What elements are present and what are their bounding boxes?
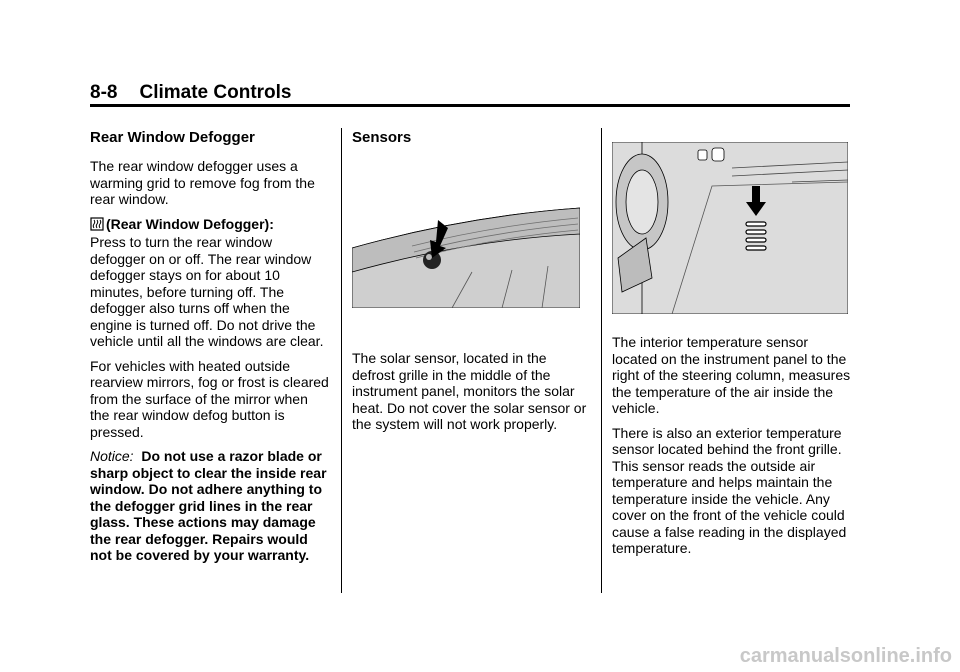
- watermark: carmanualsonline.info: [739, 645, 952, 667]
- column-rear-defogger: [90, 128, 330, 572]
- exterior-sensor-text: There is also an exterior temperature sensor located behind the front grille. This sensor reads the outside air temperature and helps maintain the temperature inside the vehicle. Any cover on the front of the vehicle could cause a false reading in the displayed temperature.: [612, 424, 847, 556]
- column-divider-2: [601, 128, 602, 593]
- defogger-button-text: Press to turn the rear window defogger on or off. The rear window defogger stays on for about 10 minutes, before turning off. The defogger also turns off when the engine is turned off. Do not drive the vehicle until all the windows are clear.: [90, 234, 324, 349]
- column-divider-1: [341, 128, 342, 593]
- page-header: [90, 80, 850, 106]
- solar-sensor-text: The solar sensor, located in the defrost grille in the middle of the instrument panel, monitors the solar heat. Do not cover the solar sensor or the system will not work properly.: [352, 350, 587, 432]
- sensors-heading: Sensors: [352, 129, 412, 146]
- interior-sensor-text: The interior temperature sensor located on the instrument panel to the right of the steering column, measures the temperature of the air inside the vehicle.: [612, 334, 851, 416]
- column-interior-sensor: [612, 128, 852, 565]
- rear-defog-icon: [90, 217, 104, 235]
- section-title: Climate Controls: [139, 82, 292, 103]
- solar-sensor-illustration: [352, 168, 580, 308]
- header-rule: [90, 104, 850, 107]
- notice-label: Notice:: [90, 448, 134, 464]
- rear-defogger-intro: The rear window defogger uses a warming grid to remove fog from the rear window.: [90, 158, 315, 207]
- defogger-button-paragraph: [90, 216, 330, 350]
- page-number: 8-8: [90, 82, 118, 103]
- heated-mirrors-text: For vehicles with heated outside rearview mirrors, fog or frost is cleared from the surface of the mirror when the rear window defog button is pressed.: [90, 357, 329, 440]
- interior-sensor-illustration: [612, 142, 848, 314]
- rear-defogger-heading: Rear Window Defogger: [90, 129, 255, 146]
- notice-paragraph: [90, 448, 330, 564]
- notice-text: Do not use a razor blade or sharp object to clear the inside rear window. Do not adhere anything to the defogger grid lines in the rear glass. These actions may damage the rear defogger. Repairs would not be covered by your warranty.: [90, 448, 327, 563]
- defogger-button-label: (Rear Window Defogger):: [106, 215, 274, 232]
- column-sensors: [352, 128, 592, 441]
